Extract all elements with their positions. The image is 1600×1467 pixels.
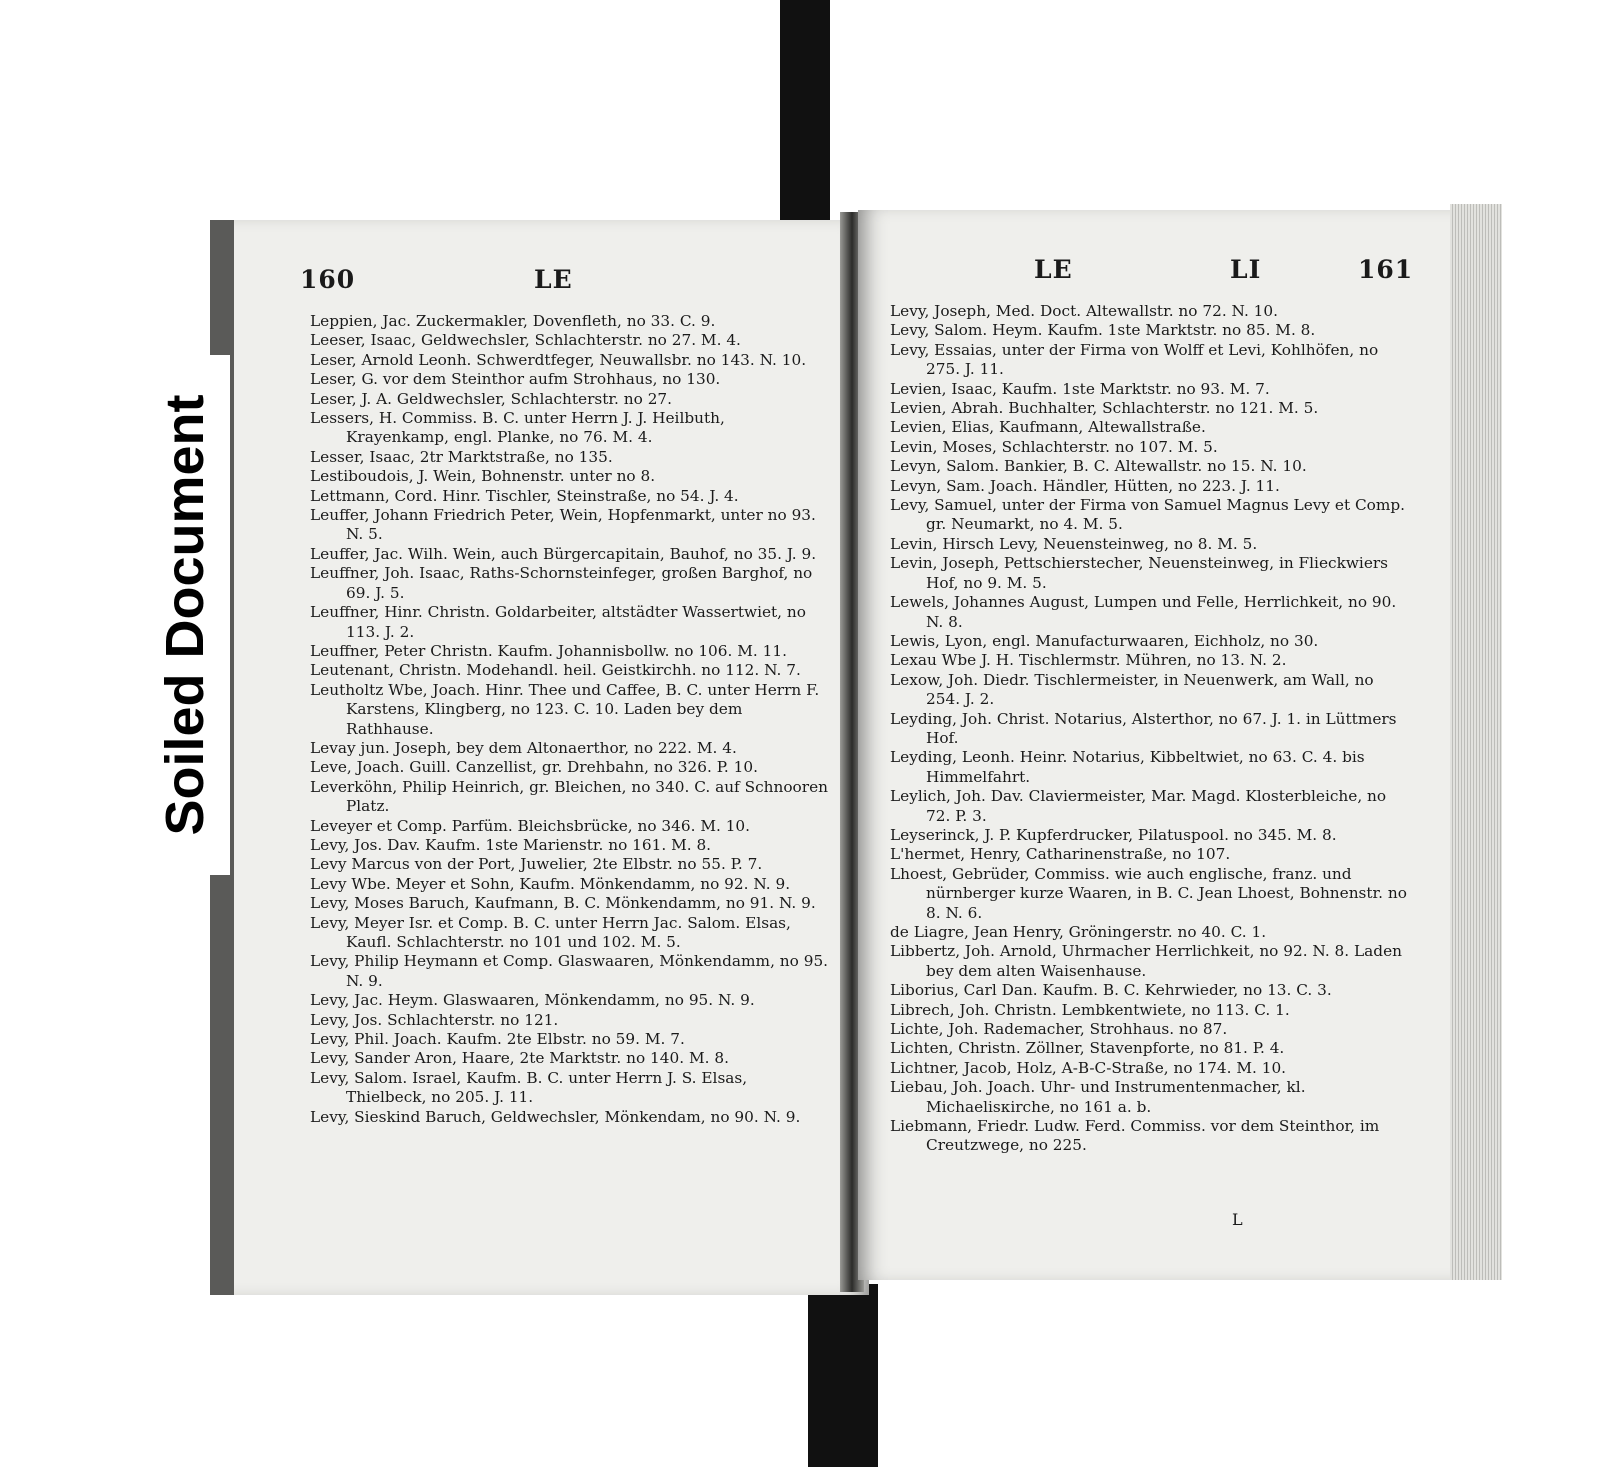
directory-entry: Levin, Hirsch Levy, Neuensteinweg, no 8. M. 5. xyxy=(890,534,1258,553)
directory-entry: Leve, Joach. Guill. Canzellist, gr. Drehbahn, no 326. P. 10. xyxy=(310,758,758,777)
directory-entry: Levy, Salom. Israel, Kaufm. B. C. unter Herrn J. S. Elsas, Thielbeck, no 205. J. 11. xyxy=(310,1068,748,1107)
directory-entry: Leuffner, Joh. Isaac, Raths-Schornsteinfeger, großen Barghof, no 69. J. 5. xyxy=(310,564,813,602)
label-text: Soiled Document xyxy=(155,394,215,836)
directory-entry: Lichten, Christn. Zöllner, Stavenpforte, no 81. P. 4. xyxy=(890,1039,1285,1058)
directory-entry: Leutholtz Wbe, Joach. Hinr. Thee und Caffee, B. C. unter Herrn F. Karstens, Klingberg, no 123. C. 10. Laden bey dem Rathhause. xyxy=(310,680,820,738)
directory-entry: Levay jun. Joseph, bey dem Altonaerthor, no 222. M. 4. xyxy=(310,738,737,757)
directory-entry: Lewels, Johannes August, Lumpen und Felle, Herrlichkeit, no 90. N. 8. xyxy=(890,593,1397,631)
directory-entry: Levien, Elias, Kaufmann, Altewallstraße. xyxy=(890,418,1206,437)
right-page-number: 161 xyxy=(1358,255,1414,284)
directory-entry: Leser, Arnold Leonh. Schwerdtfeger, Neuwallsbr. no 143. N. 10. xyxy=(310,350,807,369)
open-book xyxy=(210,200,1500,1295)
directory-entry: Levy, Joseph, Med. Doct. Altewallstr. no 72. N. 10. xyxy=(890,302,1279,320)
directory-entry: Levy, Meyer Isr. et Comp. B. C. unter Herrn Jac. Salom. Elsas, Kaufl. Schlachterstr. no 101 und 102. M. 5. xyxy=(310,913,791,951)
directory-entry: Lexau Wbe J. H. Tischlermstr. Mühren, no 13. N. 2. xyxy=(890,651,1287,670)
directory-entry: Levy, Sieskind Baruch, Geldwechsler, Mönkendam, no 90. N. 9. xyxy=(310,1107,801,1126)
directory-entry: Leveyer et Comp. Parfüm. Bleichsbrücke, no 346. M. 10. xyxy=(310,816,751,835)
directory-entry: L'hermet, Henry, Catharinenstraße, no 107. xyxy=(890,845,1231,864)
directory-entry: Leser, J. A. Geldwechsler, Schlachterstr. no 27. xyxy=(310,389,673,408)
directory-entry: Lettmann, Cord. Hinr. Tischler, Steinstraße, no 54. J. 4. xyxy=(310,486,739,505)
directory-entry: Levy, Sander Aron, Haare, 2te Marktstr. no 140. M. 8. xyxy=(310,1049,729,1068)
right-entries-list xyxy=(890,302,1410,1156)
left-page-heading: LE xyxy=(534,265,573,294)
directory-entry: Levy, Essaias, unter der Firma von Wolff et Levi, Kohlhöfen, no 275. J. 11. xyxy=(890,340,1379,379)
directory-entry: Leeser, Isaac, Geldwechsler, Schlachterstr. no 27. M. 4. xyxy=(310,331,741,350)
directory-entry: Levy, Jac. Heym. Glaswaaren, Mönkendamm, no 95. N. 9. xyxy=(310,991,755,1010)
directory-entry: Liborius, Carl Dan. Kaufm. B. C. Kehrwieder, no 13. C. 3. xyxy=(890,981,1332,1000)
directory-entry: Levin, Joseph, Pettschierstecher, Neuensteinweg, in Flieckwiers Hof, no 9. M. 5. xyxy=(890,554,1389,592)
right-page xyxy=(858,210,1450,1280)
directory-entry: Leser, G. vor dem Steinthor aufm Strohhaus, no 130. xyxy=(310,370,721,389)
directory-entry: Levy Wbe. Meyer et Sohn, Kaufm. Mönkendamm, no 92. N. 9. xyxy=(310,874,791,893)
directory-entry: Levy, Salom. Heym. Kaufm. 1ste Marktstr. no 85. M. 8. xyxy=(890,321,1316,340)
directory-entry: Levy, Philip Heymann et Comp. Glaswaaren, Mönkendamm, no 95. N. 9. xyxy=(310,952,829,990)
directory-entry: Liebau, Joh. Joach. Uhr- und Instrumentenmacher, kl. Michaelisкirche, no 161 a. b. xyxy=(890,1078,1306,1116)
directory-entry: Leuffner, Hinr. Christn. Goldarbeiter, altstädter Wassertwiet, no 113. J. 2. xyxy=(310,603,806,641)
directory-entry: Leuffner, Peter Christn. Kaufm. Johannisbollw. no 106. M. 11. xyxy=(310,641,787,660)
directory-entry: Levyn, Salom. Bankier, B. C. Altewallstr. no 15. N. 10. xyxy=(890,457,1307,476)
directory-entry: Levy, Moses Baruch, Kaufmann, B. C. Mönkendamm, no 91. N. 9. xyxy=(310,894,816,913)
top-binding-strip xyxy=(780,0,830,222)
directory-entry: Lestiboudois, J. Wein, Bohnenstr. unter no 8. xyxy=(310,467,656,486)
directory-entry: Levyn, Sam. Joach. Händler, Hütten, no 223. J. 11. xyxy=(890,476,1280,495)
directory-entry: Levien, Abrah. Buchhalter, Schlachterstr. no 121. M. 5. xyxy=(890,399,1319,418)
directory-entry: Levin, Moses, Schlachterstr. no 107. M. 5. xyxy=(890,437,1218,456)
directory-entry: de Liagre, Jean Henry, Gröningerstr. no 40. C. 1. xyxy=(890,923,1267,941)
directory-entry: Leyding, Joh. Christ. Notarius, Alsterthor, no 67. J. 1. in Lüttmers Hof. xyxy=(890,709,1397,747)
directory-entry: Lesser, Isaac, 2tr Marktstraße, no 135. xyxy=(310,447,613,466)
signature-mark: L xyxy=(1232,1210,1243,1229)
right-page-heading-right: LI xyxy=(1230,255,1262,284)
bottom-binding-strip xyxy=(808,1284,878,1467)
directory-entry: Lhoest, Gebrüder, Commiss. wie auch englische, franz. und nürnberger kurze Waaren, in B. C. Jean Lhoest, Bohnenstr. no 8. N. 6. xyxy=(890,864,1407,922)
left-entries-list xyxy=(310,312,830,1127)
directory-entry: Leylich, Joh. Dav. Claviermeister, Mar. Magd. Klosterbleiche, no 72. P. 3. xyxy=(890,787,1387,825)
directory-entry: Lichtner, Jacob, Holz, A-B-C-Straße, no 174. M. 10. xyxy=(890,1058,1287,1077)
directory-entry: Leuffer, Johann Friedrich Peter, Wein, Hopfenmarkt, unter no 93. N. 5. xyxy=(310,506,816,544)
directory-entry: Levien, Isaac, Kaufm. 1ste Marktstr. no 93. M. 7. xyxy=(890,379,1270,398)
directory-entry: Levy Marcus von der Port, Juwelier, 2te Elbstr. no 55. P. 7. xyxy=(310,855,763,874)
directory-entry: Levy, Jos. Schlachterstr. no 121. xyxy=(310,1010,559,1029)
left-page-number: 160 xyxy=(300,265,356,294)
directory-entry: Lichte, Joh. Rademacher, Strohhaus. no 87. xyxy=(890,1020,1228,1039)
directory-entry: Leyding, Leonh. Heinr. Notarius, Kibbeltwiet, no 63. C. 4. bis Himmelfahrt. xyxy=(890,748,1365,786)
directory-entry: Leuffer, Jac. Wilh. Wein, auch Bürgercapitain, Bauhof, no 35. J. 9. xyxy=(310,544,817,563)
directory-entry: Libbertz, Joh. Arnold, Uhrmacher Herrlichkeit, no 92. N. 8. Laden bey dem alten Waisenhause. xyxy=(890,942,1402,980)
left-page xyxy=(210,220,869,1295)
directory-entry: Leverköhn, Philip Heinrich, gr. Bleichen, no 340. C. auf Schnooren Platz. xyxy=(310,777,828,816)
directory-entry: Lexow, Joh. Diedr. Tischlermeister, in Neuenwerk, am Wall, no 254. J. 2. xyxy=(890,670,1374,709)
directory-entry: Leppien, Jac. Zuckermakler, Dovenfleth, no 33. C. 9. xyxy=(310,312,716,330)
directory-entry: Lessers, H. Commiss. B. C. unter Herrn J. J. Heilbuth, Krayenkamp, engl. Planke, no 76. M. 4. xyxy=(310,409,725,447)
directory-entry: Levy, Jos. Dav. Kaufm. 1ste Marienstr. no 161. M. 8. xyxy=(310,835,712,854)
right-page-heading-left: LE xyxy=(1034,255,1073,284)
directory-entry: Levy, Phil. Joach. Kaufm. 2te Elbstr. no 59. M. 7. xyxy=(310,1030,685,1049)
directory-entry: Lewis, Lyon, engl. Manufacturwaaren, Eichholz, no 30. xyxy=(890,631,1319,650)
directory-entry: Levy, Samuel, unter der Firma von Samuel Magnus Levy et Comp. gr. Neumarkt, no 4. M. 5. xyxy=(890,496,1406,534)
right-page-edge xyxy=(1450,204,1502,1280)
directory-entry: Leyserinck, J. P. Kupferdrucker, Pilatuspool. no 345. M. 8. xyxy=(890,825,1337,844)
directory-entry: Liebmann, Friedr. Ludw. Ferd. Commiss. vor dem Steinthor, im Creutzwege, no 225. xyxy=(890,1117,1380,1155)
directory-entry: Leutenant, Christn. Modehandl. heil. Geistkirchh. no 112. N. 7. xyxy=(310,661,801,680)
directory-entry: Librech, Joh. Christn. Lembkentwiete, no 113. C. 1. xyxy=(890,1000,1290,1019)
